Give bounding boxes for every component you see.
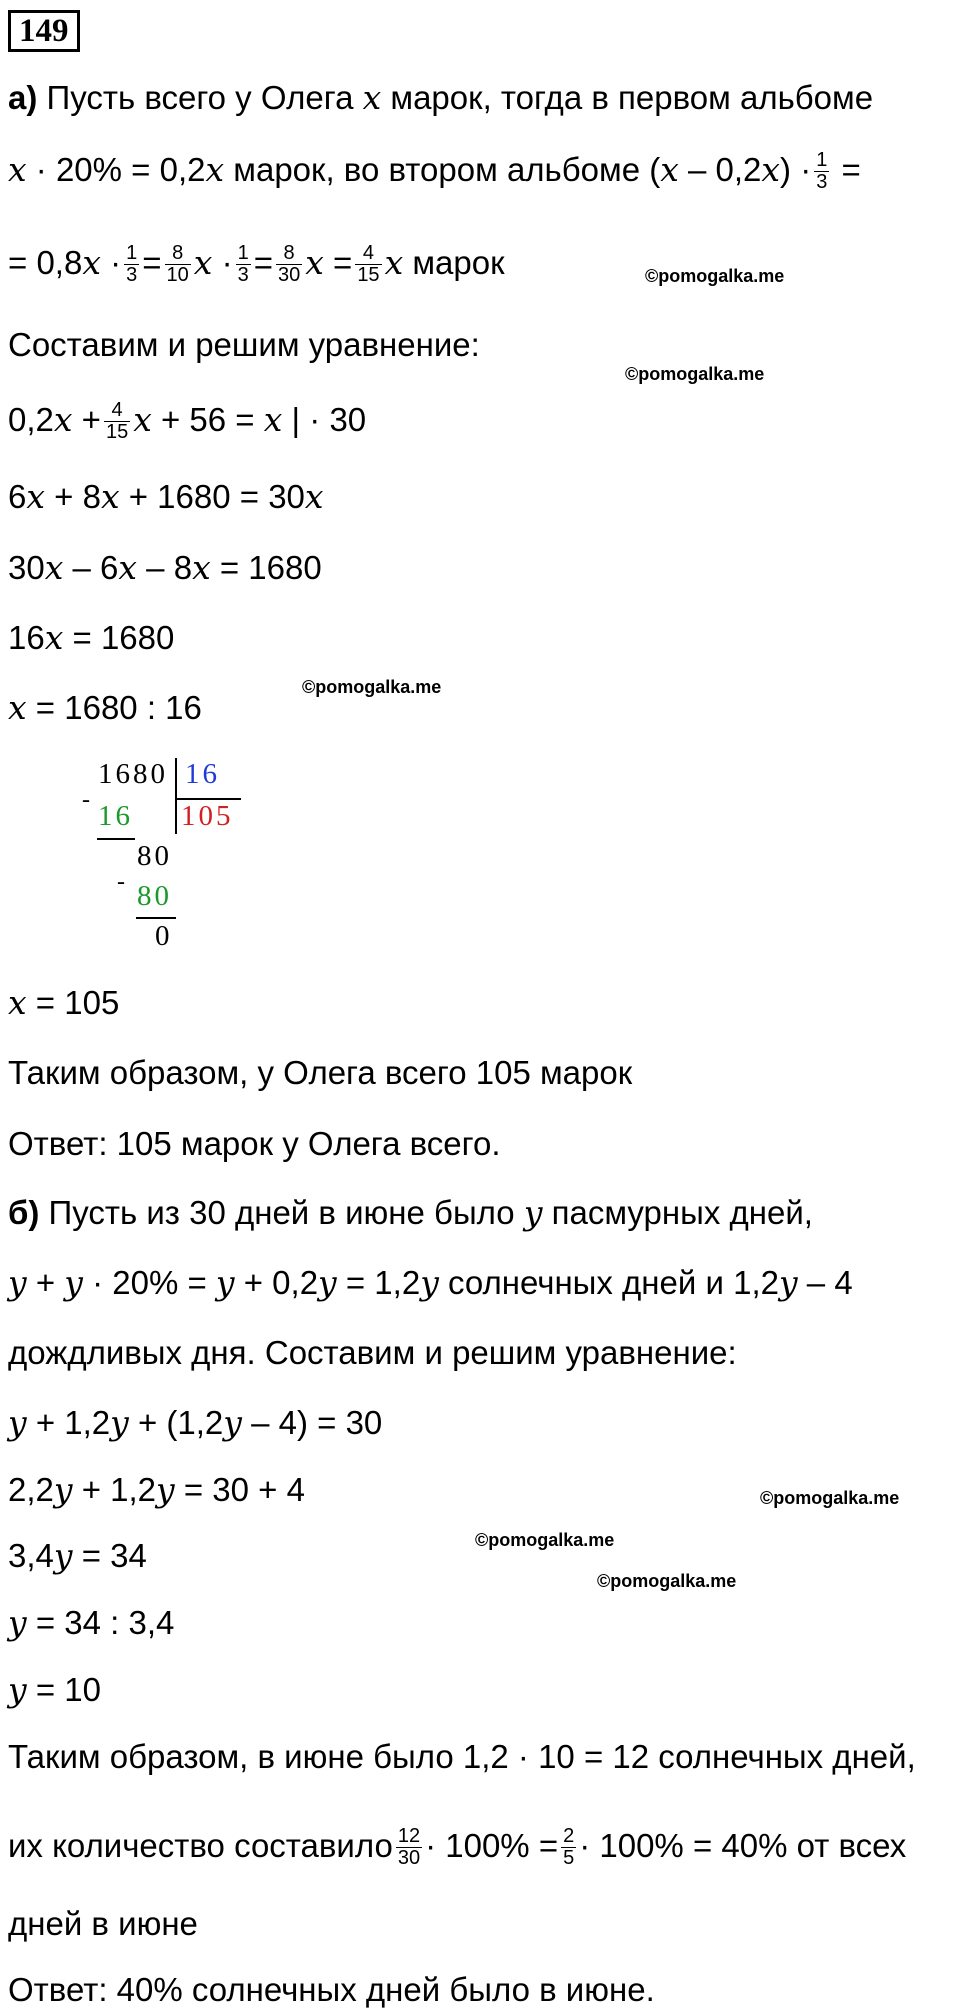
text: 0,2 (8, 401, 54, 438)
watermark: ©pomogalka.me (475, 1530, 615, 1550)
text: · 20% = 0,2 (26, 151, 206, 188)
text: + 1680 = 30 (119, 478, 305, 515)
fraction: $\frac{1}{3}$ (237, 241, 249, 286)
text: пасмурных дней, (542, 1194, 813, 1231)
var: y (223, 1403, 242, 1442)
text: = 30 + 4 (174, 1471, 305, 1508)
part-a-line-5 (8, 398, 367, 443)
text: марок, тогда в первом альбоме (381, 79, 874, 116)
division-line-1 (97, 838, 135, 840)
var: y (523, 1193, 543, 1232)
var: y (8, 1263, 27, 1302)
text: = 1,2 (336, 1264, 421, 1301)
text: 16 (8, 619, 45, 656)
var: x (8, 688, 27, 727)
division-remainder-2: 0 (155, 920, 173, 952)
division-vertical-line (175, 758, 177, 834)
text: = 34 : 3,4 (26, 1604, 175, 1641)
var: x (192, 548, 211, 587)
text: 30 (8, 549, 45, 586)
text: + 56 = (151, 401, 264, 438)
text: = 10 (26, 1671, 101, 1708)
fraction: $\frac{4}{15}$ (105, 398, 129, 443)
text: = 1680 : 16 (26, 689, 202, 726)
var: y (156, 1470, 175, 1509)
text: 6 (8, 478, 27, 515)
part-b-line-5 (8, 1470, 305, 1510)
part-b-line-11: дней в июне (8, 1905, 198, 1942)
text: Пусть из 30 дней в июне было (39, 1194, 524, 1231)
problem-number: 149 (8, 10, 80, 52)
text: – 0,2 (678, 151, 762, 188)
part-a-line-2 (8, 148, 861, 193)
text: ) · (780, 151, 812, 188)
var: y (8, 1403, 27, 1442)
watermark: ©pomogalka.me (645, 266, 785, 286)
part-b-line-9: Таким образом, в июне было 1,2 · 10 = 12 солнечных дней, (8, 1738, 916, 1775)
text: + (1,2 (128, 1404, 224, 1441)
division-dividend: 1680 (98, 758, 168, 790)
part-b-line-8 (8, 1670, 101, 1710)
text: = 105 (26, 984, 120, 1021)
text: Пусть всего у Олега (37, 79, 363, 116)
text: · 100% = (425, 1827, 559, 1864)
part-a-line-8 (8, 618, 174, 658)
part-b-line-7 (8, 1603, 174, 1643)
var: y (110, 1403, 129, 1442)
fraction: $\frac{2}{5}$ (563, 1824, 575, 1869)
part-a-line-11: Таким образом, у Олега всего 105 марок (8, 1054, 633, 1091)
text: · 100% = 40% от всех (579, 1827, 907, 1864)
text: 3,4 (8, 1537, 54, 1574)
text: солнечных дней и 1,2 (438, 1264, 779, 1301)
text: марок (403, 244, 505, 281)
var: x (100, 477, 120, 516)
text: – 8 (137, 549, 193, 586)
division-line-2 (136, 917, 176, 919)
text: + 0,2 (234, 1264, 319, 1301)
var: x (44, 618, 64, 657)
watermark: ©pomogalka.me (597, 1571, 737, 1591)
var: y (53, 1470, 73, 1509)
text: · 20% = (82, 1264, 216, 1301)
var: x (761, 150, 781, 189)
fraction: $\frac{12}{30}$ (397, 1824, 421, 1869)
text: | · 30 (282, 401, 367, 438)
var: y (8, 1670, 27, 1709)
var: x (82, 243, 101, 282)
var: x (193, 243, 213, 282)
watermark: ©pomogalka.me (625, 364, 765, 384)
division-subtrahend-1: 16 (98, 800, 133, 832)
text: = (832, 151, 861, 188)
text: + 1,2 (26, 1404, 111, 1441)
text: 2,2 (8, 1471, 54, 1508)
text: – 6 (63, 549, 119, 586)
part-b-line-4 (8, 1403, 382, 1443)
var: x (133, 400, 152, 439)
text: = 0,8 (8, 244, 83, 281)
text: + 8 (44, 478, 101, 515)
fraction: $\frac{4}{15}$ (357, 241, 380, 286)
division-minus-1: - (82, 787, 93, 813)
var: y (318, 1263, 337, 1302)
var: x (660, 150, 679, 189)
var: y (53, 1536, 73, 1575)
fraction: $\frac{1}{3}$ (126, 241, 138, 286)
division-divisor: 16 (185, 758, 220, 790)
division-subtrahend-2: 80 (137, 880, 172, 912)
var: x (53, 400, 73, 439)
var: x (362, 78, 382, 117)
var: x (44, 548, 64, 587)
watermark: ©pomogalka.me (302, 677, 442, 697)
text: + 1,2 (72, 1471, 157, 1508)
text: = 1680 (210, 549, 322, 586)
part-a-line-3 (8, 241, 505, 286)
part-b-line-3: дождливых дня. Составим и решим уравнение: (8, 1334, 737, 1371)
text: = (323, 244, 353, 281)
fraction: $\frac{8}{30}$ (277, 241, 301, 286)
part-a-line-1 (8, 78, 873, 118)
var: y (8, 1603, 27, 1642)
part-a-line-10 (8, 983, 119, 1023)
text: = (253, 244, 273, 281)
watermark: ©pomogalka.me (760, 1488, 900, 1508)
var: x (8, 983, 27, 1022)
part-b-label: б) (8, 1194, 40, 1231)
var: x (305, 243, 324, 282)
part-b-answer: Ответ: 40% солнечных дней было в июне. (8, 1971, 655, 2008)
fraction: $\frac{8}{10}$ (166, 241, 189, 286)
var: y (778, 1263, 798, 1302)
part-b-line-10 (8, 1824, 907, 1869)
var: x (304, 477, 324, 516)
part-b-line-6 (8, 1536, 147, 1576)
text: · (212, 244, 233, 281)
var: x (205, 150, 225, 189)
text: марок, во втором альбоме ( (224, 151, 661, 188)
var: x (263, 400, 283, 439)
text: = 34 (72, 1537, 147, 1574)
text: = (142, 244, 162, 281)
part-b-line-1 (8, 1193, 813, 1233)
fraction: $\frac{1}{3}$ (816, 148, 828, 193)
part-a-line-7 (8, 548, 322, 588)
var: x (384, 243, 404, 282)
var: x (118, 548, 138, 587)
var: y (215, 1263, 235, 1302)
part-a-answer: Ответ: 105 марок у Олега всего. (8, 1125, 501, 1162)
var: y (64, 1263, 83, 1302)
division-quotient: 105 (181, 800, 234, 832)
var: y (420, 1263, 439, 1302)
part-a-line-6 (8, 477, 324, 517)
text: + (26, 1264, 65, 1301)
part-b-line-2 (8, 1263, 853, 1303)
text: – 4 (797, 1264, 853, 1301)
text: – 4) = 30 (241, 1404, 383, 1441)
part-a-line-9 (8, 688, 202, 728)
text: · (100, 244, 122, 281)
text: их количество составило (8, 1827, 393, 1864)
division-minus-2: - (117, 869, 128, 895)
text: = 1680 (63, 619, 175, 656)
text: + (72, 401, 101, 438)
var: x (8, 150, 27, 189)
part-a-label: а) (8, 79, 38, 116)
division-remainder-1: 80 (137, 840, 172, 872)
var: x (26, 477, 45, 516)
part-a-line-4: Составим и решим уравнение: (8, 326, 480, 363)
